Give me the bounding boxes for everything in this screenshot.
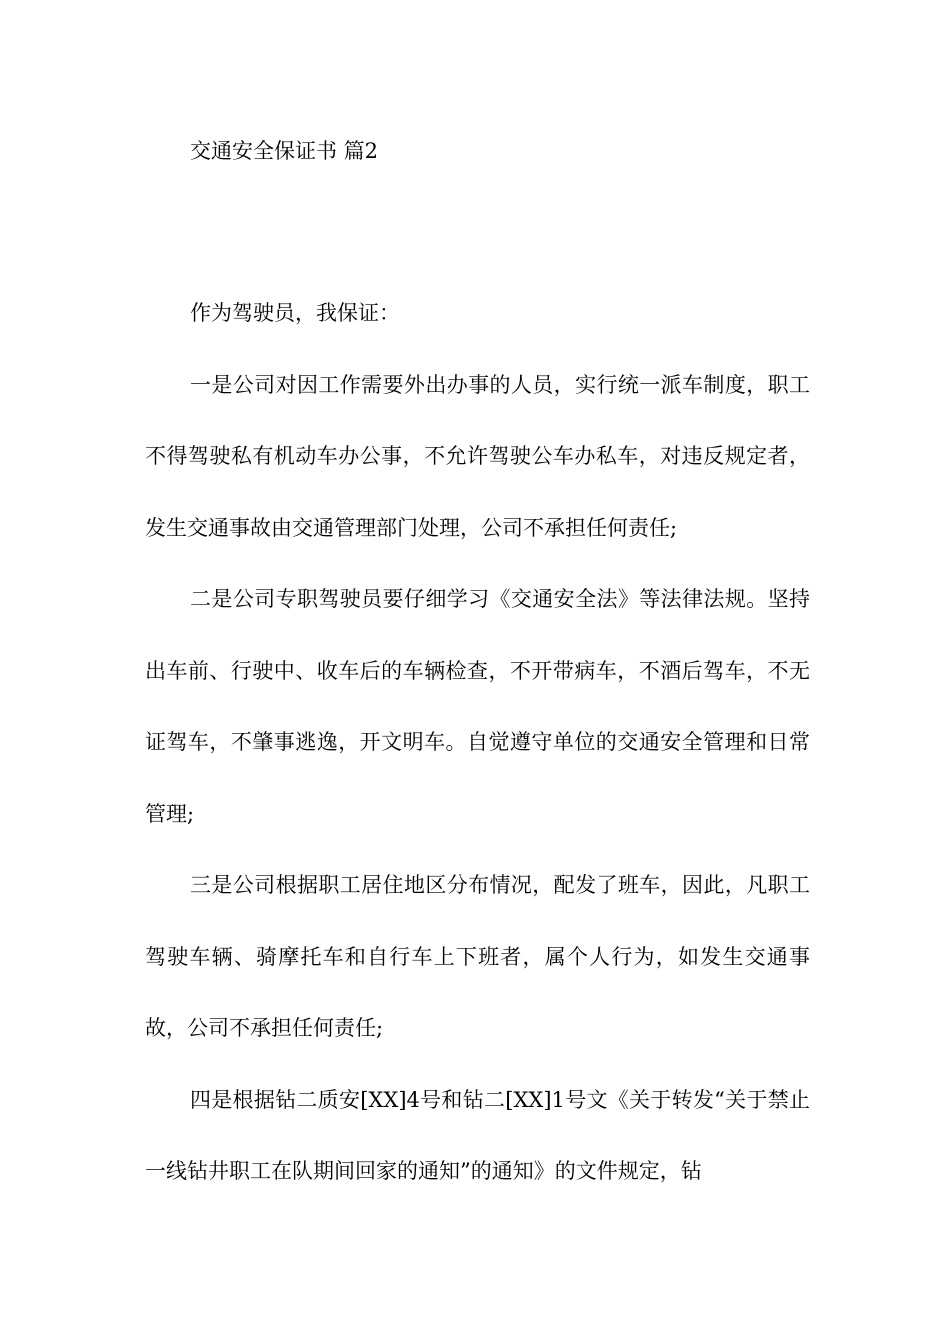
paragraph-item-two: 二是公司专职驾驶员要仔细学习《交通安全法》等法律法规。坚持出车前、行驶中、收车后的车辆检查，不开带病车，不酒后驾车，不无证驾车，不肇事逃逸，开文明车。自觉遵守单位的交通安全管理和日常管理; [145, 587, 810, 826]
document-body [145, 278, 810, 1208]
paragraph-item-three: 三是公司根据职工居住地区分布情况，配发了班车，因此，凡职工驾驶车辆、骑摩托车和自行车上下班者，属个人行为，如发生交通事故，公司不承担任何责任; [145, 873, 810, 1040]
paragraph-item-four: 四是根据钻二质安[XX]4号和钻二[XX]1号文《关于转发“关于禁止一线钻井职工在队期间回家的通知”的通知》的文件规定，钻 [145, 1087, 810, 1183]
paragraph-item-one: 一是公司对因工作需要外出办事的人员，实行统一派车制度，职工不得驾驶私有机动车办公事，不允许驾驶公车办私车，对违反规定者，发生交通事故由交通管理部门处理，公司不承担任何责任; [145, 372, 810, 540]
paragraph-driver-pledge: 作为驾驶员，我保证： [190, 301, 400, 325]
document-title: 交通安全保证书 篇2 [190, 139, 379, 163]
